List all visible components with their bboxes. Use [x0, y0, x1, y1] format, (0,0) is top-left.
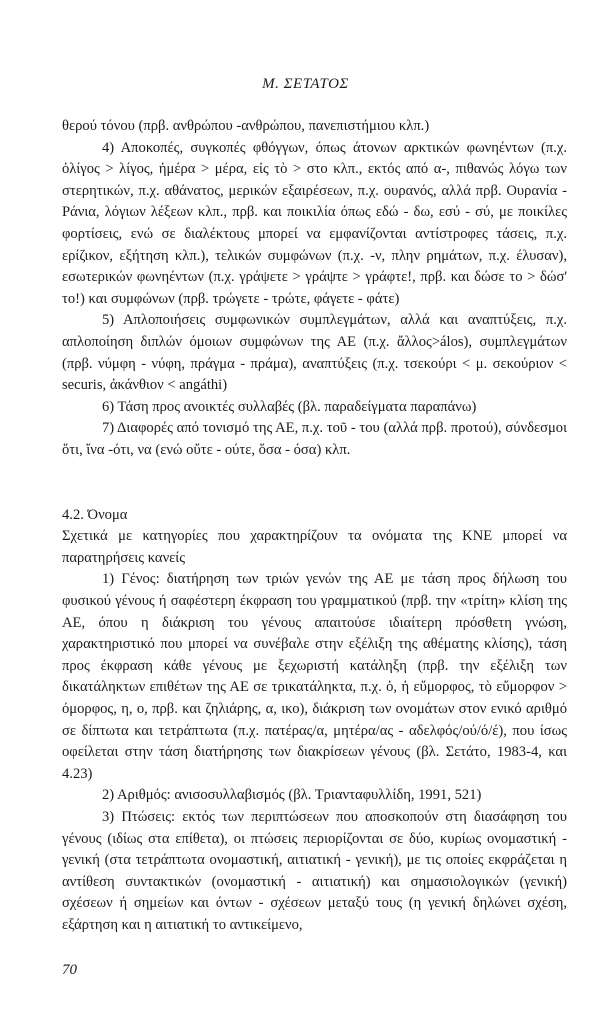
list-item-3-ptoseis: 3) Πτώσεις: εκτός των περιπτώσεων που αποσκοπούν στη διασάφηση του γένους (ιδίως στα επίθετα), οι πτώσεις περιορίζονται σε δύο, κυρίως ονομαστική - γενική (στα τετράπτωτα ονομαστική, αιτιατική - γενική), με τις οποίες εκφράζεται η αντίθεση συντακτικών (ονομαστική - αιτιατική) και σημασιολογικών (γενική) σχέσεων ή σημείων και όντων - σχέσεων μεταξύ τους (η γενική δηλώνει σχέση, εξάρτηση και η αιτιατική το αντικείμενο, — [62, 809, 567, 933]
section-spacer — [62, 462, 567, 484]
list-item-6-tasi: 6) Τάση προς ανοικτές συλλαβές (βλ. παραδείγματα παραπάνω) — [102, 398, 477, 415]
paragraph-continuation: θερού τόνου (πρβ. ανθρώπου -ανθρώπου, πανεπιστήμιου κλπ.) — [62, 118, 430, 134]
section-intro: Σχετικά με κατηγορίες που χαρακτηρίζουν τα ονόματα της ΚΝΕ μπορεί να παρατηρήσεις κανείς — [62, 528, 567, 566]
list-item-4-apokopes: 4) Αποκοπές, συγκοπές φθόγγων, όπως άτονων αρκτικών φωνηέντων (π.χ. ὀλίγος > λίγος, ἡμέρα > μέρα, εἰς τὸ > στο κλπ., εκτός από α-, πιθανώς λόγω των στερητικών, π.χ. αθάνατος, μερικών εξαιρέσεων, π.χ. ουρανός, αλλά πρβ. Ουρανία - Ράνια, λόγιων λέξεων κλπ., πρβ. και ποικιλία όπως εδώ - δω, εσύ - σύ, με ποικίλες φορτίσεις, ενώ σε διαλέκτους μπορεί να εμφανίζονται αντίστροφες τάσεις, π.χ. ερίζικον, εξήτηση κλπ.), τελικών συμφώνων (π.χ. -ν, πλην ρημάτων, π.χ. έλυσαν), εσωτερικών φωνηέντων (π.χ. γράψετε > γράψτε > γράφτε!, πρβ. και δώσε το > δώσ' το!) και συμφώνων (πρβ. τρώγετε - τρώτε, φάγετε - φάτε) — [62, 139, 567, 307]
list-item-5-aplopoiiseis: 5) Απλοποιήσεις συμφωνικών συμπλεγμάτων, αλλά και αναπτύξεις, π.χ. απλοποίηση διπλών όμοιων συμφώνων της ΑΕ (π.χ. ἄλλος>álos), συμπλεγμάτων (πρβ. νύμφη - νύφη, πράγμα - πράμα), αναπτύξεις (π.χ. τσεκούρι < μ. σεκούριον < securis, ἀκάνθιον < angáthi) — [62, 312, 567, 394]
list-item-1-genos: 1) Γένος: διατήρηση των τριών γενών της ΑΕ με τάση προς δήλωση του φυσικού γένους ή σαφέστερη έκφραση του γραμματικού (πρβ. την «τρίτη» κλίση της ΑΕ, όπου η διάκριση του γένους απαιτούσε ιδιαίτερη πρόσθετη γνώση, χαρακτηριστικό που μπορεί να συνέβαλε στην εξέλιξη της αθέματης κλίσης), τάση προς έκφραση κάθε γένους με ξεχωριστή κατάληξη (πρβ. την εξέλιξη των δικατάληκτων επιθέτων της ΑΕ σε τρικατάληκτα, π.χ. ὁ, ἡ εὔμορφος, τὸ εὔμορφον > όμορφος, η, ο, πρβ. και ζηλιάρης, α, ικο), διάκριση των ονομάτων στον ενικό αριθμό σε δίπτωτα και τετράπτωτα (π.χ. πατέρας/α, μητέρα/ας - αδελφός/ού/ό/έ), που ίσως οφείλεται στην τάση διατήρησης των διακρίσεων γένους (βλ. Σετάτο, 1983-4, και 4.23) — [62, 571, 567, 782]
list-item-7-diafores: 7) Διαφορές από τονισμό της ΑΕ, π.χ. τοῦ - του (αλλά πρβ. προτού), σύνδεσμοι ὅτι, ἵνα -ότι, να (ενώ οὔτε - ούτε, ὅσα - όσα) κλπ. — [62, 420, 567, 458]
page-number: 70 — [62, 962, 77, 978]
running-title: Μ. ΣΕΤΑΤΟΣ — [262, 76, 349, 92]
page-body — [62, 116, 567, 937]
list-item-2-arithmos: 2) Αριθμός: ανισοσυλλαβισμός (βλ. Τριανταφυλλίδη, 1991, 521) — [102, 787, 482, 804]
section-heading: 4.2. Όνομα — [62, 506, 128, 523]
section-spacer — [62, 483, 567, 505]
